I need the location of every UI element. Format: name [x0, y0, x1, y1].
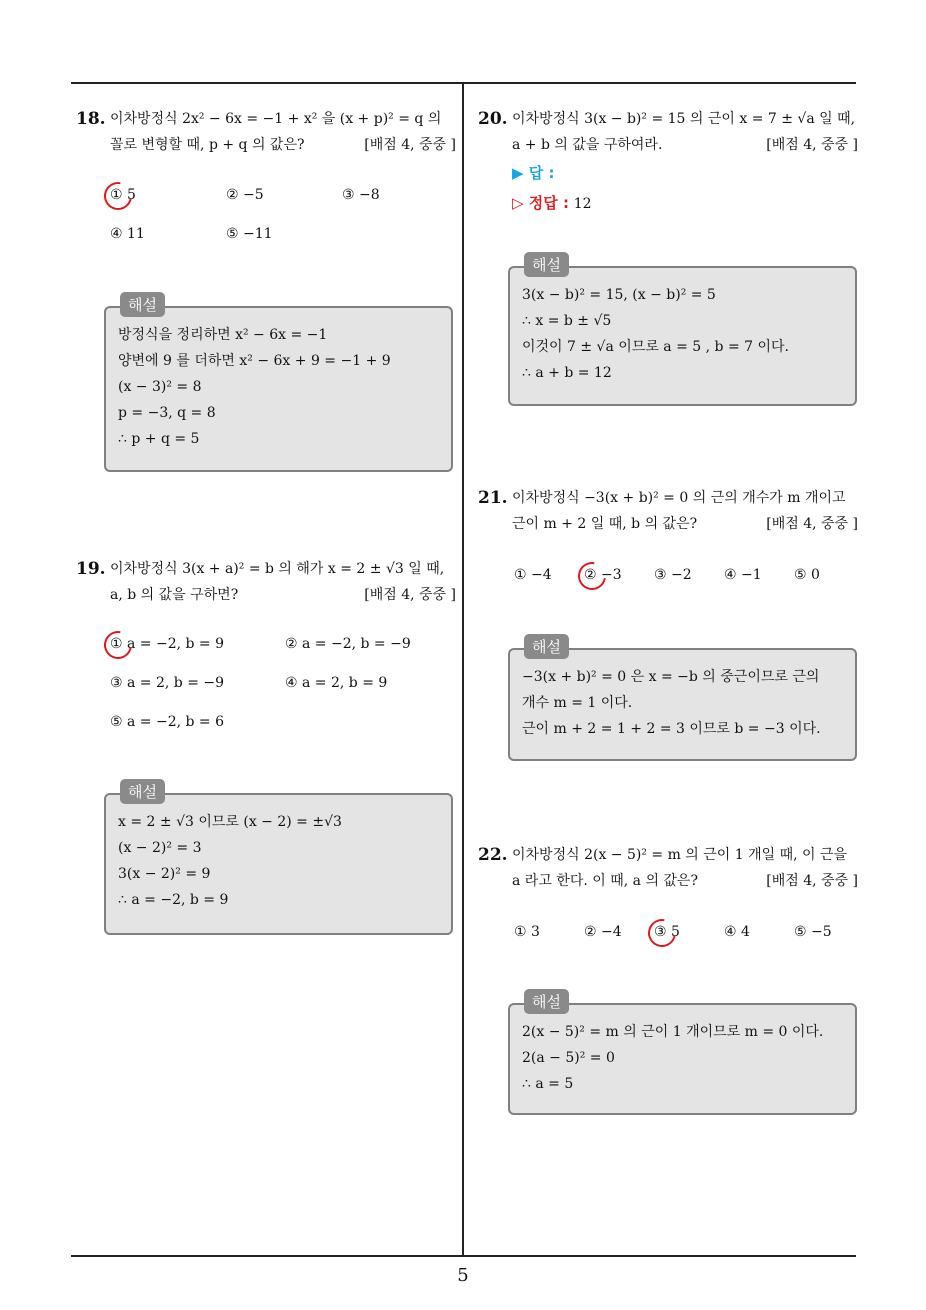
question-22 [478, 842, 858, 894]
explanation-line: 2(x − 5)² = m 의 근이 1 개이므로 m = 0 이다. [522, 1024, 824, 1040]
explanation-tag: 해설 [120, 292, 165, 317]
correct-value: 12 [573, 196, 592, 212]
selected-circle-mark [573, 557, 612, 596]
answer-block-20 [512, 158, 592, 219]
explanation-line: 개수 m = 1 이다. [522, 695, 633, 711]
question-text-row2 [478, 132, 858, 158]
explanation-line: (x − 2)² = 3 [118, 840, 202, 856]
explanation-line: ∴ a = −2, b = 9 [118, 892, 229, 908]
explanation-line: 방정식을 정리하면 x² − 6x = −1 [118, 327, 328, 343]
choice-4[interactable]: ④ a = 2, b = 9 [285, 675, 388, 691]
selected-circle-mark [99, 626, 138, 665]
question-21 [478, 485, 858, 537]
page-number: 5 [457, 1265, 469, 1286]
points-label: [배점 4, 중중 ] [364, 587, 456, 603]
answer-label: ▶ 답 : [512, 164, 555, 182]
explanation-tag: 해설 [524, 989, 569, 1014]
question-19 [76, 556, 456, 608]
column-divider [462, 84, 464, 1257]
explanation-line: ∴ a = 5 [522, 1076, 574, 1092]
explanation-line: x = 2 ± √3 이므로 (x − 2) = ±√3 [118, 814, 342, 830]
explanation-line: ∴ x = b ± √5 [522, 313, 612, 329]
question-text-line2: 근이 m + 2 일 때, b 의 값은? [512, 516, 698, 532]
question-number: 19. [76, 559, 106, 579]
explanation-line: 근이 m + 2 = 1 + 2 = 3 이므로 b = −3 이다. [522, 721, 821, 737]
explanation-line: 양변에 9 를 더하면 x² − 6x + 9 = −1 + 9 [118, 353, 391, 369]
bottom-rule [71, 1255, 856, 1257]
question-text-row2 [478, 868, 858, 894]
choice-4[interactable]: ④ −1 [724, 567, 762, 583]
explanation-box-21 [508, 638, 857, 761]
question-number: 20. [478, 109, 508, 129]
choice-2[interactable]: ② −3 [584, 567, 622, 583]
choice-5[interactable]: ⑤ −5 [794, 924, 832, 940]
choice-2[interactable]: ② −4 [584, 924, 622, 940]
choice-5[interactable]: ⑤ a = −2, b = 6 [110, 714, 225, 730]
question-20 [478, 106, 858, 158]
question-text-line1: 이차방정식 2x² − 6x = −1 + x² 을 (x + p)² = q 의 [110, 111, 442, 127]
explanation-box-19 [104, 783, 453, 935]
explanation-line: 3(x − b)² = 15, (x − b)² = 5 [522, 287, 716, 303]
question-text-line2: a, b 의 값을 구하면? [110, 587, 239, 603]
explanation-tag: 해설 [120, 779, 165, 804]
explanation-line: 이것이 7 ± √a 이므로 a = 5 , b = 7 이다. [522, 339, 789, 355]
question-text-line2: 꼴로 변형할 때, p + q 의 값은? [110, 137, 305, 153]
explanation-box-18 [104, 296, 453, 472]
points-label: [배점 4, 중중 ] [766, 873, 858, 889]
explanation-line: ∴ a + b = 12 [522, 365, 612, 381]
explanation-tag: 해설 [524, 252, 569, 277]
points-label: [배점 4, 중중 ] [766, 516, 858, 532]
selected-circle-mark [643, 914, 682, 953]
question-18 [76, 106, 456, 158]
correct-answer-row [512, 188, 592, 219]
question-text-row2 [76, 132, 456, 158]
explanation-line: p = −3, q = 8 [118, 405, 216, 421]
answer-row [512, 158, 592, 188]
choice-3[interactable]: ③ a = 2, b = −9 [110, 675, 225, 691]
explanation-line: ∴ p + q = 5 [118, 431, 200, 447]
choice-2[interactable]: ② −5 [226, 187, 264, 203]
points-label: [배점 4, 중중 ] [766, 137, 858, 153]
explanation-line: 3(x − 2)² = 9 [118, 866, 211, 882]
explanation-box-22 [508, 993, 857, 1115]
points-label: [배점 4, 중중 ] [364, 137, 456, 153]
question-number: 21. [478, 488, 508, 508]
choice-3[interactable]: ③ 5 [654, 924, 680, 940]
question-text-line1: 이차방정식 3(x + a)² = b 의 해가 x = 2 ± √3 일 때, [110, 561, 445, 577]
choice-3[interactable]: ③ −2 [654, 567, 692, 583]
question-text-row2 [76, 582, 456, 608]
choice-5[interactable]: ⑤ −11 [226, 226, 273, 242]
question-number: 18. [76, 109, 106, 129]
question-text-row2 [478, 511, 858, 537]
choice-3[interactable]: ③ −8 [342, 187, 380, 203]
explanation-line: 2(a − 5)² = 0 [522, 1050, 615, 1066]
choice-1[interactable]: ① 5 [110, 187, 136, 203]
choice-1[interactable]: ① −4 [514, 567, 552, 583]
question-text-line1: 이차방정식 −3(x + b)² = 0 의 근의 개수가 m 개이고 [512, 490, 846, 506]
explanation-line: −3(x + b)² = 0 은 x = −b 의 중근이므로 근의 [522, 669, 820, 685]
question-text-line2: a 라고 한다. 이 때, a 의 값은? [512, 873, 698, 889]
question-text-line1: 이차방정식 2(x − 5)² = m 의 근이 1 개일 때, 이 근을 [512, 847, 848, 863]
explanation-box-20 [508, 256, 857, 406]
selected-circle-mark [99, 177, 138, 216]
choice-5[interactable]: ⑤ 0 [794, 567, 820, 583]
explanation-tag: 해설 [524, 634, 569, 659]
choice-1[interactable]: ① a = −2, b = 9 [110, 636, 224, 652]
question-number: 22. [478, 845, 508, 865]
choice-4[interactable]: ④ 11 [110, 226, 145, 242]
explanation-line: (x − 3)² = 8 [118, 379, 202, 395]
question-text-line2: a + b 의 값을 구하여라. [512, 137, 663, 153]
question-text-line1: 이차방정식 3(x − b)² = 15 의 근이 x = 7 ± √a 일 때, [512, 111, 856, 127]
correct-label: ▷ 정답 : [512, 194, 569, 212]
choice-4[interactable]: ④ 4 [724, 924, 750, 940]
choice-1[interactable]: ① 3 [514, 924, 540, 940]
choice-2[interactable]: ② a = −2, b = −9 [285, 636, 411, 652]
